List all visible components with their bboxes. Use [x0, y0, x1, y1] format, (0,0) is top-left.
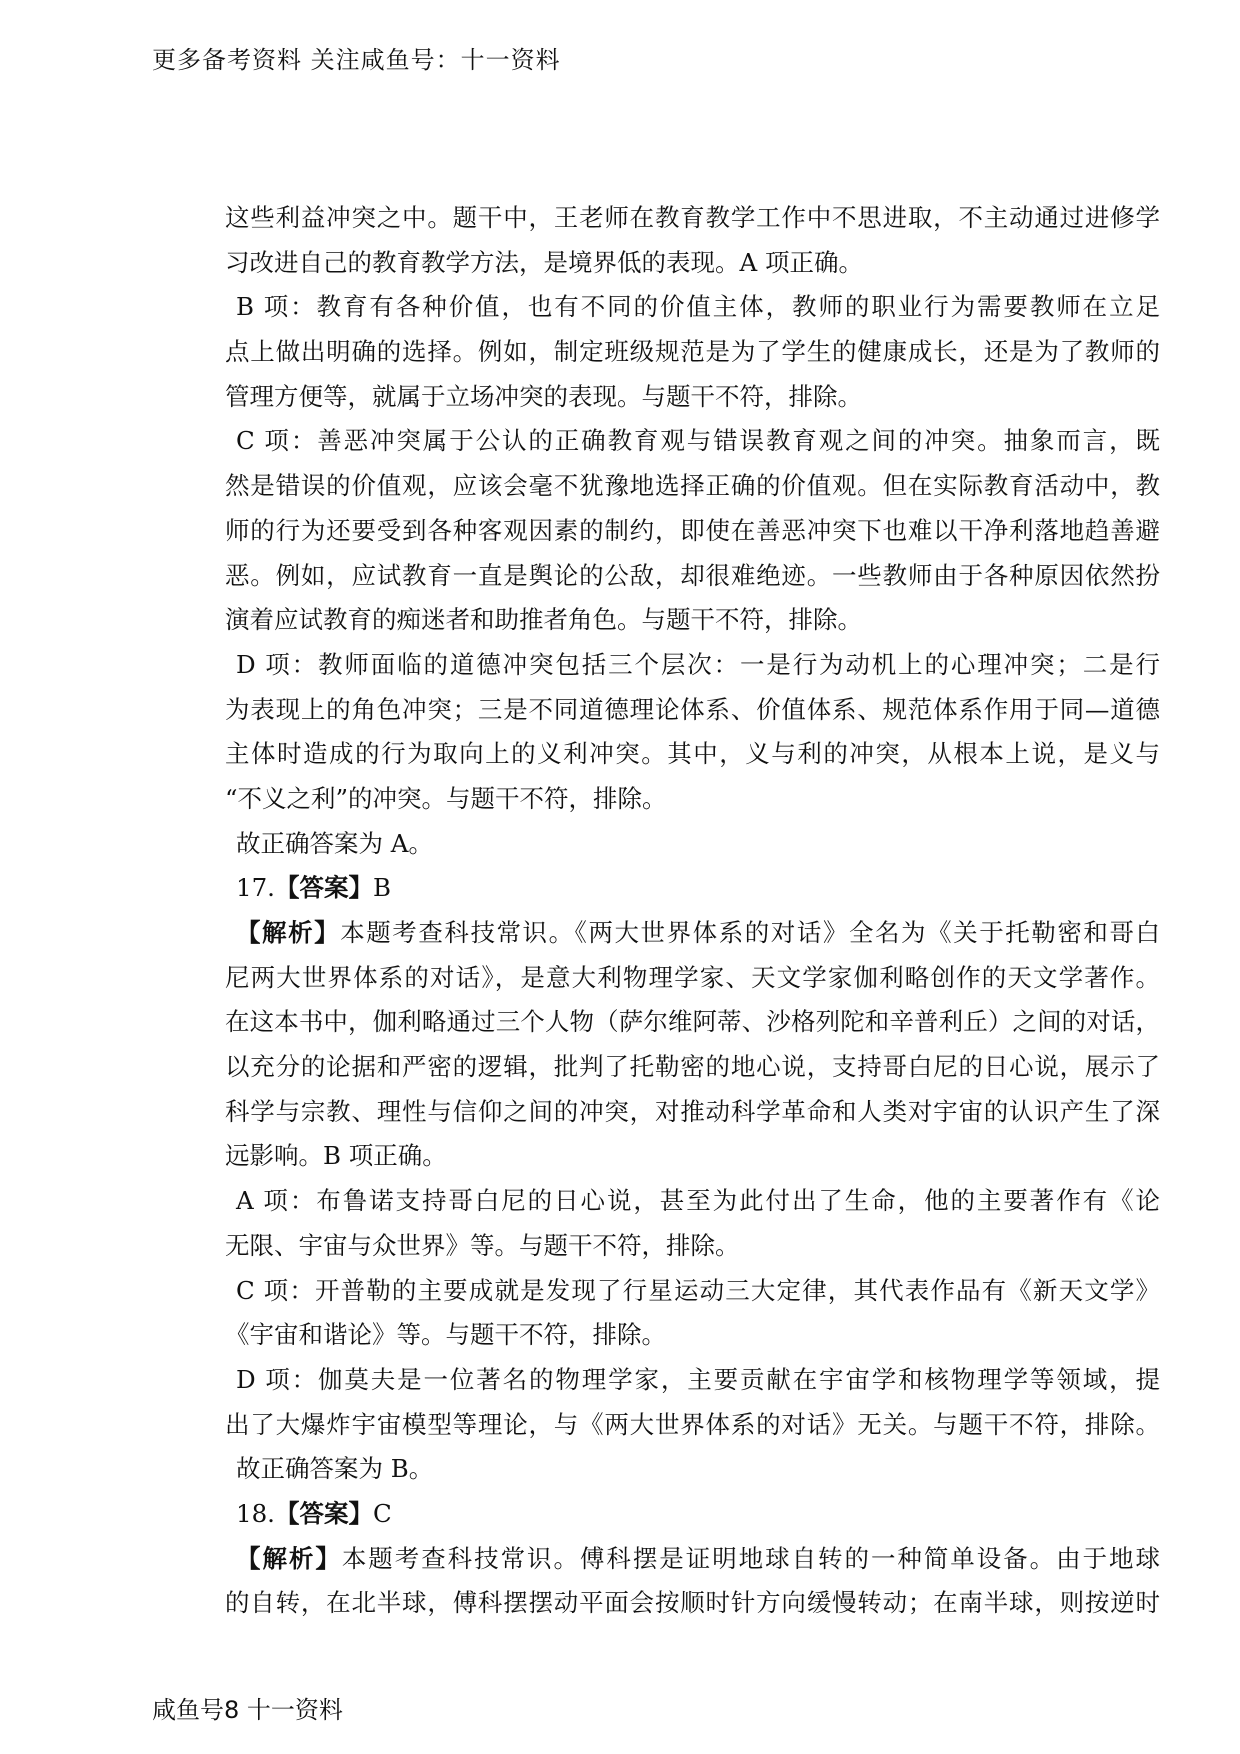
- line-text: 然是错误的价值观，应该会毫不犹豫地选择正确的价值观。但在实际教育活动中，教: [225, 471, 1160, 501]
- text-line: [225, 688, 1160, 733]
- text-line: [225, 1403, 1160, 1448]
- line-text: B: [372, 873, 391, 903]
- text-line: [225, 509, 1160, 554]
- text-line: [225, 956, 1160, 1001]
- text-line: [225, 1269, 1160, 1314]
- line-text: 演着应试教育的痴迷者和助推者角色。与题干不符，排除。: [225, 605, 862, 635]
- text-line: [225, 464, 1160, 509]
- text-line: [225, 1447, 1160, 1492]
- line-text: 这些利益冲突之中。题干中，王老师在教育教学工作中不思进取，不主动通过进修学: [225, 203, 1160, 232]
- question-number: 17.: [236, 873, 275, 903]
- text-line: [225, 822, 1160, 867]
- line-text: 的自转，在北半球，傅科摆摆动平面会按顺时针方向缓慢转动；在南半球，则按逆时: [225, 1588, 1160, 1618]
- text-line: [225, 777, 1160, 822]
- page-header-watermark: 更多备考资料 关注咸鱼号：十一资料: [152, 46, 561, 74]
- text-line: [225, 1000, 1160, 1045]
- text-line: [225, 911, 1160, 956]
- line-text: 科学与宗教、理性与信仰之间的冲突，对推动科学革命和人类对宇宙的认识产生了深: [225, 1096, 1160, 1126]
- line-text: A 项：布鲁诺支持哥白尼的日心说，甚至为此付出了生命，他的主要著作有《论: [236, 1186, 1160, 1216]
- section-label: 【答案】: [274, 873, 373, 903]
- line-text: “不义之利”的冲突。与题干不符，排除。: [225, 783, 667, 813]
- line-text: 在这本书中，伽利略通过三个人物（萨尔维阿蒂、沙格列陀和辛普利丘）之间的对话，: [225, 1007, 1160, 1037]
- text-line: [225, 866, 1160, 911]
- text-line: [225, 1313, 1160, 1358]
- section-label: 【答案】: [274, 1498, 373, 1528]
- text-line: [225, 643, 1160, 688]
- question-number: 18.: [236, 1498, 275, 1528]
- line-text: 恶。例如，应试教育一直是舆论的公敌，却很难绝迹。一些教师由于各种原因依然扮: [225, 560, 1160, 590]
- section-label: 【解析】: [236, 918, 341, 947]
- line-text: C: [372, 1498, 392, 1528]
- text-line: [225, 375, 1160, 420]
- line-text: 远影响。B 项正确。: [225, 1141, 447, 1171]
- line-text: 故正确答案为 B。: [236, 1454, 434, 1484]
- line-text: 《宇宙和谐论》等。与题干不符，排除。: [225, 1320, 666, 1350]
- text-line: [225, 598, 1160, 643]
- line-text: 习改进自己的教育教学方法，是境界低的表现。A 项正确。: [225, 247, 863, 277]
- section-label: 【解析】: [236, 1543, 342, 1573]
- text-line: [225, 1090, 1160, 1135]
- line-text: 点上做出明确的选择。例如，制定班级规范是为了学生的健康成长，还是为了教师的: [225, 337, 1160, 367]
- line-text: 无限、宇宙与众世界》等。与题干不符，排除。: [225, 1230, 740, 1260]
- document-body: [225, 196, 1160, 1626]
- line-text: C 项：善恶冲突属于公认的正确教育观与错误教育观之间的冲突。抽象而言，既: [236, 426, 1160, 456]
- text-line: [225, 196, 1160, 241]
- line-text: D 项：伽莫夫是一位著名的物理学家，主要贡献在宇宙学和核物理学等领域，提: [236, 1364, 1160, 1394]
- line-text: 以充分的论据和严密的逻辑，批判了托勒密的地心说，支持哥白尼的日心说，展示了: [225, 1052, 1160, 1082]
- text-line: [225, 419, 1160, 464]
- text-line: [225, 1492, 1160, 1537]
- text-line: [225, 1581, 1160, 1626]
- text-line: [225, 732, 1160, 777]
- line-text: 出了大爆炸宇宙模型等理论，与《两大世界体系的对话》无关。与题干不符，排除。: [225, 1409, 1160, 1439]
- line-text: 管理方便等，就属于立场冲突的表现。与题干不符，排除。: [225, 381, 862, 411]
- text-line: [225, 1537, 1160, 1582]
- line-text: 尼两大世界体系的对话》，是意大利物理学家、天文学家伽利略创作的天文学著作。: [225, 962, 1160, 992]
- line-text: B 项：教育有各种价值，也有不同的价值主体，教师的职业行为需要教师在立足: [236, 292, 1160, 322]
- line-text: 本题考查科技常识。傅科摆是证明地球自转的一种简单设备。由于地球: [341, 1543, 1160, 1573]
- text-line: [225, 1179, 1160, 1224]
- line-text: C 项：开普勒的主要成就是发现了行星运动三大定律，其代表作品有《新天文学》: [236, 1275, 1160, 1305]
- text-line: [225, 1134, 1160, 1179]
- line-text: 为表现上的角色冲突；三是不同道德理论体系、价值体系、规范体系作用于同—道德: [225, 694, 1160, 724]
- text-line: [225, 285, 1160, 330]
- text-line: [225, 554, 1160, 599]
- text-line: [225, 1224, 1160, 1269]
- text-line: [225, 241, 1160, 286]
- page-footer: 咸鱼号8 十一资料: [152, 1696, 343, 1724]
- text-line: [225, 330, 1160, 375]
- line-text: 故正确答案为 A。: [236, 828, 433, 858]
- line-text: 主体时造成的行为取向上的义利冲突。其中，义与利的冲突，从根本上说，是义与: [225, 739, 1160, 769]
- line-text: 本题考查科技常识。《两大世界体系的对话》全名为《关于托勒密和哥白: [340, 918, 1160, 947]
- line-text: 师的行为还要受到各种客观因素的制约，即使在善恶冲突下也难以干净利落地趋善避: [225, 515, 1160, 545]
- text-line: [225, 1358, 1160, 1403]
- text-line: [225, 1045, 1160, 1090]
- line-text: D 项：教师面临的道德冲突包括三个层次：一是行为动机上的心理冲突；二是行: [236, 649, 1160, 679]
